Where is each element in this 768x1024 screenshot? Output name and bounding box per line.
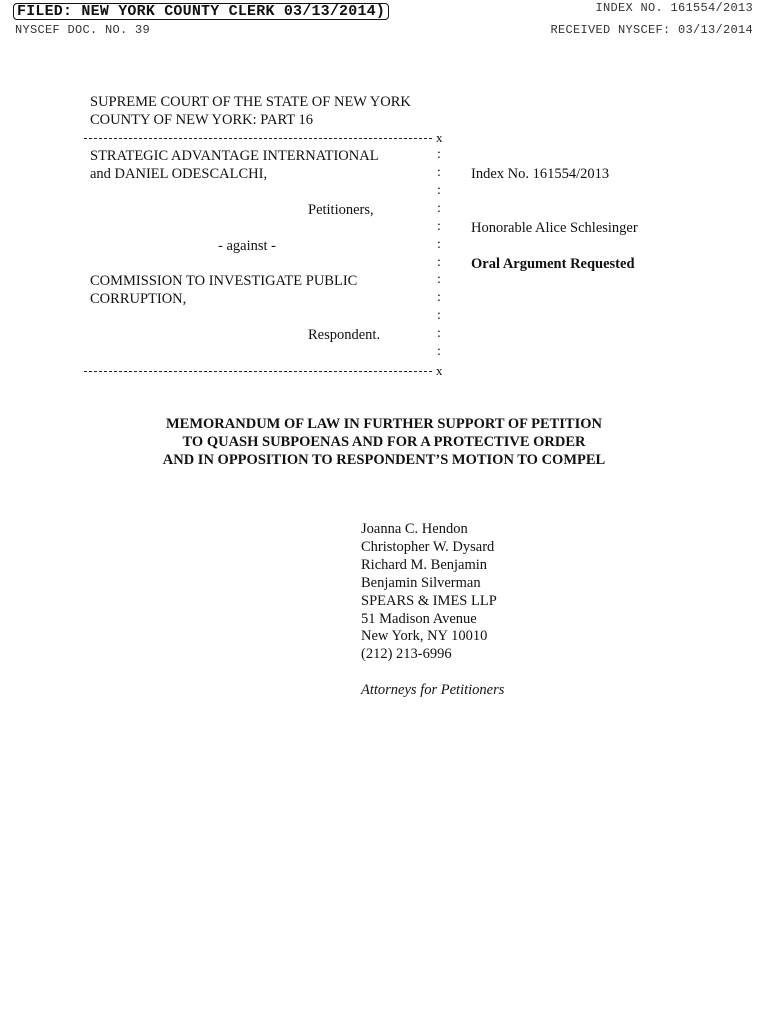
caption-colon: :: [437, 237, 441, 252]
judge-name: Honorable Alice Schlesinger: [471, 220, 638, 236]
caption-colon: :: [437, 344, 441, 359]
oral-argument-requested: Oral Argument Requested: [471, 256, 635, 272]
caption-colon: :: [437, 308, 441, 323]
caption-index-no: Index No. 161554/2013: [471, 166, 610, 182]
caption-bottom-rule: [84, 371, 432, 372]
firm-address-city: New York, NY 10010: [361, 628, 488, 645]
respondent-name-line1: COMMISSION TO INVESTIGATE PUBLIC: [90, 273, 358, 289]
court-name: SUPREME COURT OF THE STATE OF NEW YORK: [90, 94, 411, 110]
attorney-block: [361, 521, 504, 700]
law-firm-name: SPEARS & IMES LLP: [361, 592, 497, 609]
petitioners-label: Petitioners,: [308, 202, 374, 218]
against-label: - against -: [218, 238, 276, 254]
caption-colon: :: [437, 219, 441, 234]
court-county: COUNTY OF NEW YORK: PART 16: [90, 112, 313, 128]
caption-colon: :: [437, 147, 441, 162]
document-title-line3: AND IN OPPOSITION TO RESPONDENT’S MOTION TO COMPEL: [162, 452, 606, 468]
attorney-name: Christopher W. Dysard: [361, 538, 495, 555]
filed-stamp: FILED: NEW YORK COUNTY CLERK 03/13/2014): [13, 3, 389, 20]
firm-address-street: 51 Madison Avenue: [361, 610, 477, 627]
caption-colon: :: [437, 183, 441, 198]
petitioner-name-line1: STRATEGIC ADVANTAGE INTERNATIONAL: [90, 148, 379, 164]
caption-bottom-x: x: [436, 363, 443, 378]
firm-phone: (212) 213-6996: [361, 646, 452, 663]
caption-colon: :: [437, 272, 441, 287]
document-title-line1: MEMORANDUM OF LAW IN FURTHER SUPPORT OF PETITION: [165, 416, 602, 432]
caption-top-x: x: [436, 130, 443, 145]
nyscef-doc-no: NYSCEF DOC. NO. 39: [15, 23, 151, 37]
received-nyscef: RECEIVED NYSCEF: 03/13/2014: [550, 23, 753, 37]
caption-colon: :: [437, 290, 441, 305]
caption-colon: :: [437, 165, 441, 180]
attorney-name: Joanna C. Hendon: [361, 521, 468, 537]
caption-colon: :: [437, 255, 441, 270]
caption-colon: :: [437, 201, 441, 216]
caption-top-rule: [84, 138, 432, 139]
respondent-label: Respondent.: [308, 327, 381, 343]
respondent-name-line2: CORRUPTION,: [90, 291, 187, 307]
petitioner-name-line2: and DANIEL ODESCALCHI,: [90, 166, 268, 182]
document-title-line2: TO QUASH SUBPOENAS AND FOR A PROTECTIVE ORDER: [182, 434, 586, 450]
header-index-no: INDEX NO. 161554/2013: [595, 1, 753, 15]
caption-colon: :: [437, 326, 441, 341]
attorneys-role: Attorneys for Petitioners: [361, 682, 505, 699]
attorney-name: Richard M. Benjamin: [361, 556, 488, 573]
attorney-name: Benjamin Silverman: [361, 574, 481, 591]
